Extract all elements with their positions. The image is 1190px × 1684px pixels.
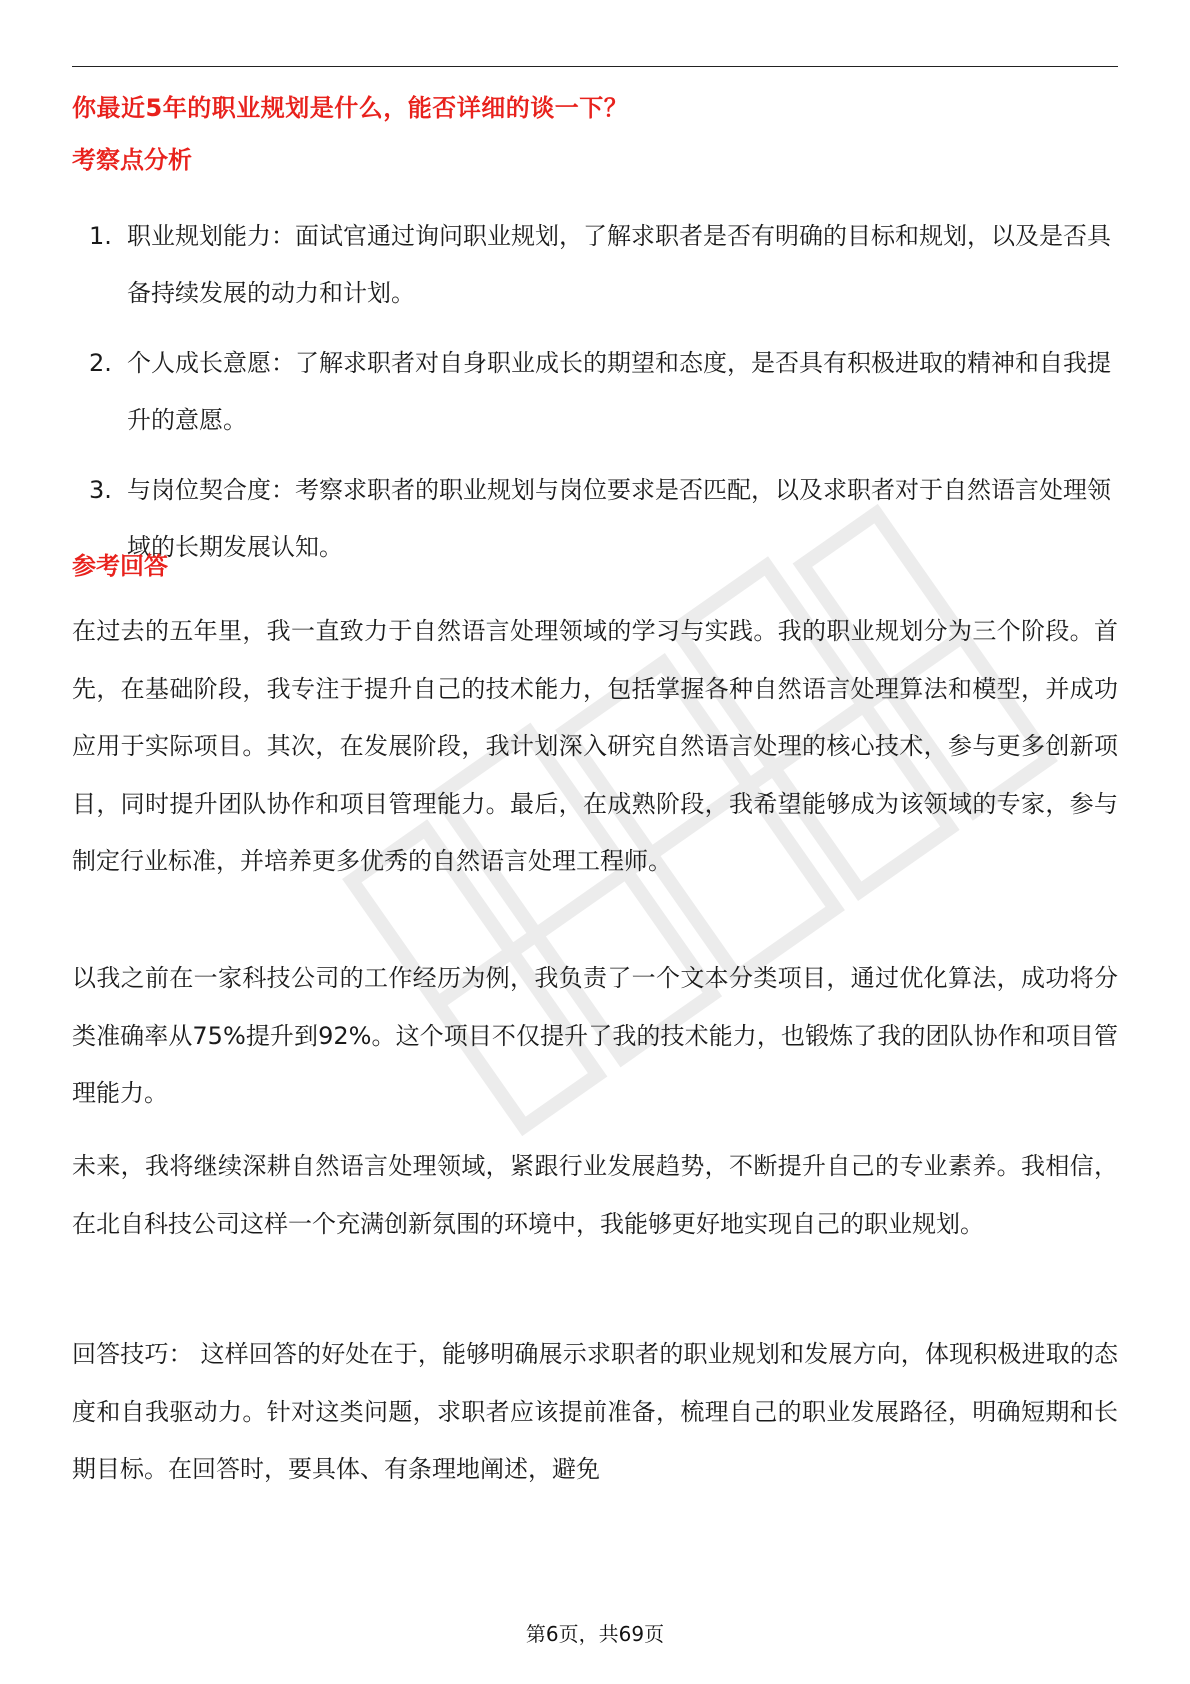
analysis-heading: 考察点分析 — [72, 146, 192, 174]
list-number: 3. — [89, 476, 112, 504]
tips-paragraph: 回答技巧： 这样回答的好处在于，能够明确展示求职者的职业规划和发展方向，体现积极进取的态度和自我驱动力。针对这类问题，求职者应该提前准备，梳理自己的职业发展路径，明确短期和长期目标。在回答时，要具体、有条理地阐述，避免 — [72, 1340, 1118, 1483]
list-text: 个人成长意愿：了解求职者对自身职业成长的期望和态度，是否具有积极进取的精神和自我提升的意愿。 — [127, 349, 1111, 434]
analysis-list — [72, 208, 1118, 589]
list-item — [72, 208, 1118, 322]
list-text: 与岗位契合度：考察求职者的职业规划与岗位要求是否匹配，以及求职者对于自然语言处理领域的长期发展认知。 — [127, 476, 1111, 561]
answer-paragraph: 未来，我将继续深耕自然语言处理领域，紧跟行业发展趋势，不断提升自己的专业素养。我相信，在北自科技公司这样一个充满创新氛围的环境中，我能够更好地实现自己的职业规划。 — [72, 1152, 1118, 1238]
top-divider — [72, 66, 1118, 67]
answer-paragraph: 以我之前在一家科技公司的工作经历为例，我负责了一个文本分类项目，通过优化算法，成功将分类准确率从75%提升到92%。这个项目不仅提升了我的技术能力，也锻炼了我的团队协作和项目管理能力。 — [72, 964, 1118, 1107]
list-item — [72, 335, 1118, 449]
list-text: 职业规划能力：面试官通过询问职业规划，了解求职者是否有明确的目标和规划，以及是否具备持续发展的动力和计划。 — [127, 222, 1111, 307]
answer-paragraph: 在过去的五年里，我一直致力于自然语言处理领域的学习与实践。我的职业规划分为三个阶段。首先，在基础阶段，我专注于提升自己的技术能力，包括掌握各种自然语言处理算法和模型，并成功应用于实际项目。其次，在发展阶段，我计划深入研究自然语言处理的核心技术，参与更多创新项目，同时提升团队协作和项目管理能力。最后，在成熟阶段，我希望能够成为该领域的专家，参与制定行业标准，并培养更多优秀的自然语言处理工程师。 — [72, 617, 1118, 875]
list-number: 2. — [89, 349, 112, 377]
list-item — [72, 462, 1118, 576]
list-number: 1. — [89, 222, 112, 250]
question-heading: 你最近5年的职业规划是什么，能否详细的谈一下？ — [72, 94, 629, 122]
answer-heading: 参考回答 — [72, 552, 168, 580]
page-number: 第6页，共69页 — [525, 1622, 665, 1646]
